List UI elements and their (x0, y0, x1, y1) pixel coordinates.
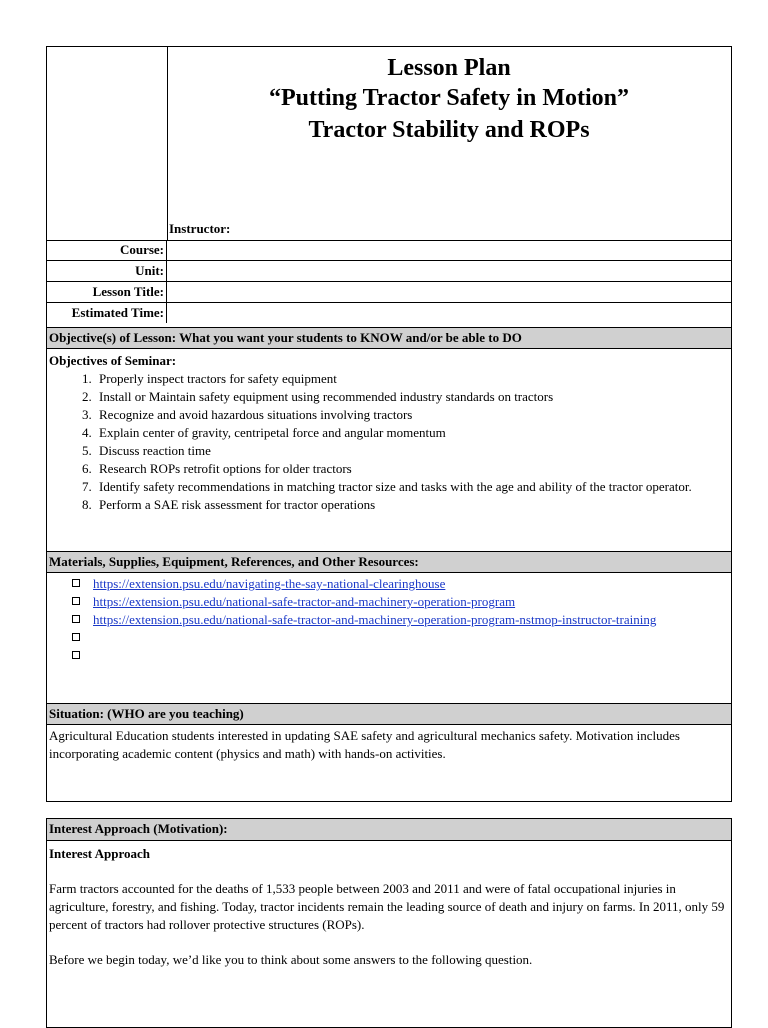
resource-link[interactable]: https://extension.psu.edu/navigating-the-say-national-clearinghouse (93, 576, 446, 591)
resource-item (49, 647, 727, 665)
estimated-time-row (47, 303, 731, 323)
objective-item: 4. Explain center of gravity, centripetal force and angular momentum (95, 424, 727, 442)
objective-item: 8. Perform a SAE risk assessment for tractor operations (95, 496, 727, 514)
checkbox-icon (72, 579, 80, 587)
interest-subheading: Interest Approach (49, 846, 150, 861)
course-row (47, 240, 731, 261)
lesson-subtitle: “Putting Tractor Safety in Motion” (269, 85, 629, 111)
objective-item: 5. Discuss reaction time (95, 442, 727, 460)
unit-label: Unit: (47, 261, 167, 281)
objective-item: 1. Properly inspect tractors for safety equipment (95, 370, 727, 388)
checkbox-icon (72, 597, 80, 605)
materials-section (49, 575, 727, 665)
resource-item (49, 629, 727, 647)
objective-item: 7. Identify safety recommendations in matching tractor size and tasks with the age and ability of the tractor operator. (95, 478, 727, 496)
objective-item: 6. Research ROPs retrofit options for older tractors (95, 460, 727, 478)
interest-heading: Interest Approach (Motivation): (47, 819, 731, 841)
logo-cell (47, 47, 168, 240)
situation-text: Agricultural Education students interested in updating SAE safety and agricultural mechanics safety. Motivation includes incorporating academic content (physics and math) with hands-on activities. (49, 728, 680, 761)
checkbox-icon (72, 633, 80, 641)
objective-item: 3. Recognize and avoid hazardous situations involving tractors (95, 406, 727, 424)
situation-heading: Situation: (WHO are you teaching) (47, 703, 731, 725)
objectives-subheading: Objectives of Seminar: (49, 353, 177, 368)
document-title: Lesson Plan (387, 55, 511, 81)
resource-item (49, 593, 727, 611)
objective-item: 2. Install or Maintain safety equipment using recommended industry standards on tractors (95, 388, 727, 406)
header-row (47, 47, 731, 241)
interest-paragraph: Before we begin today, we’d like you to think about some answers to the following question. (49, 952, 533, 967)
checkbox-icon (72, 651, 80, 659)
lesson-plan-table (46, 46, 732, 802)
materials-heading: Materials, Supplies, Equipment, References, and Other Resources: (47, 551, 731, 573)
interest-section (49, 845, 727, 986)
interest-approach-table (46, 818, 732, 1028)
checkbox-icon (72, 615, 80, 623)
interest-paragraph: Farm tractors accounted for the deaths of 1,533 people between 2003 and 2011 and were of fatal occupational injuries in agriculture, forestry, and fishing. Today, tractor incidents remain the leading source of death and injury on farms. In 2011, only 59 percent of tractors had rollover protective structures (ROPs). (49, 881, 725, 932)
resource-link[interactable]: https://extension.psu.edu/national-safe-tractor-and-machinery-operation-program (93, 594, 516, 609)
lesson-title-row (47, 282, 731, 303)
lesson-title-label: Lesson Title: (47, 282, 167, 302)
unit-row (47, 261, 731, 282)
resource-item (49, 611, 727, 629)
lesson-topic: Tractor Stability and ROPs (308, 117, 590, 143)
objectives-section (49, 352, 727, 514)
course-label: Course: (47, 240, 167, 260)
resource-link[interactable]: https://extension.psu.edu/national-safe-tractor-and-machinery-operation-program-nstmop-instructor-training (93, 612, 657, 627)
resource-list (49, 575, 727, 665)
resource-item (49, 575, 727, 593)
estimated-time-label: Estimated Time: (47, 303, 167, 323)
objectives-list (49, 370, 727, 514)
instructor-label: Instructor: (169, 221, 231, 236)
objectives-heading: Objective(s) of Lesson: What you want your students to KNOW and/or be able to DO (47, 327, 731, 349)
